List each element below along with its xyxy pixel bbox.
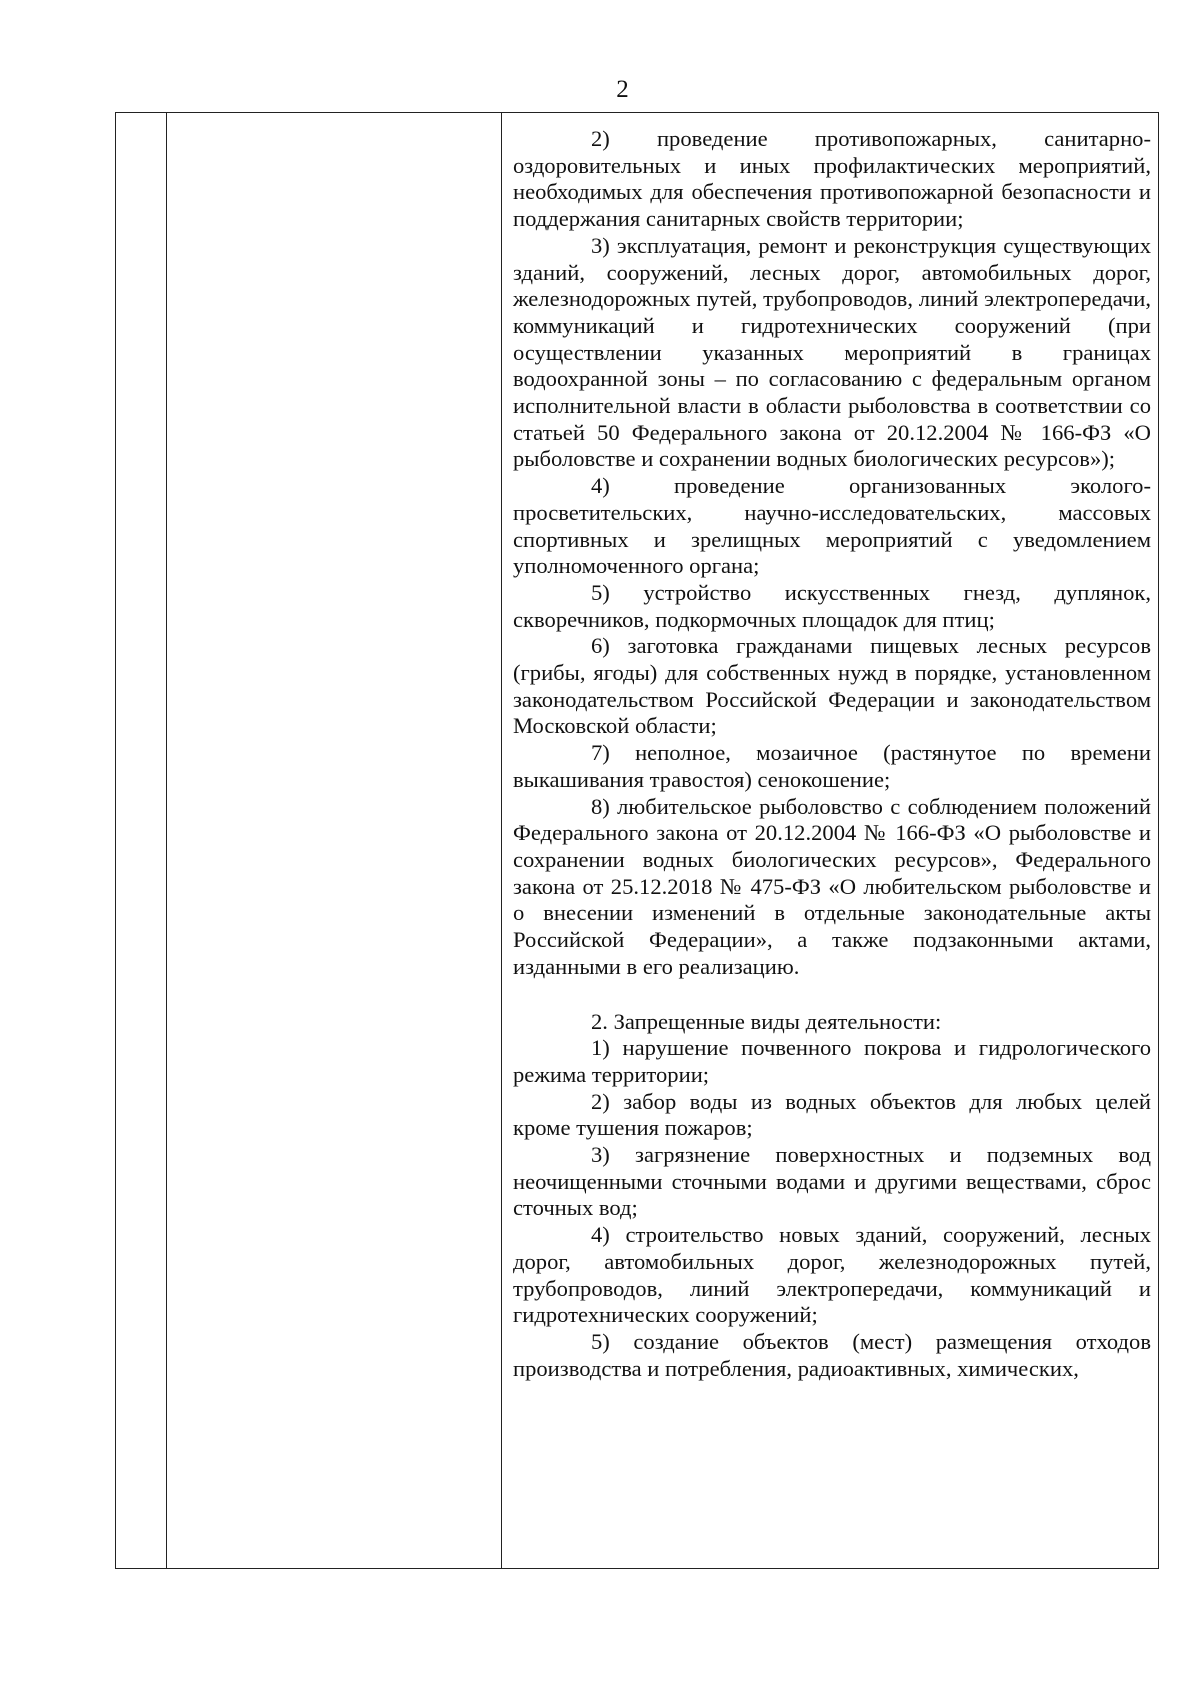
prohibited-item-5: 5) создание объектов (мест) размещения отходов производства и потребления, радиоактивных, химических, bbox=[513, 1328, 1151, 1381]
table-cell-content bbox=[513, 126, 1151, 1382]
page-number: 2 bbox=[616, 76, 629, 103]
prohibited-item-1: 1) нарушение почвенного покрова и гидрологического режима территории; bbox=[513, 1035, 1151, 1087]
column-divider bbox=[501, 113, 502, 1568]
allowed-item-3: 3) эксплуатация, ремонт и реконструкция существующих зданий, сооружений, лесных дорог, автомобильных дорог, железнодорожных путей, трубопроводов, линий электропередачи, коммуникаций и гидротехнических сооружений (при осуществлении указанных мероприятий в границах водоохранной зоны – по согласованию с федеральным органом исполнительной власти в области рыболовства в соответствии со статьей 50 Федерального закона от 20.12.2004 № 166-ФЗ «О рыболовстве и сохранении водных биологических ресурсов»); bbox=[513, 232, 1151, 472]
allowed-item-8: 8) любительское рыболовство с соблюдением положений Федерального закона от 20.12.2004 № 166-ФЗ «О рыболовстве и сохранении водных биологических ресурсов», Федерального закона от 25.12.2018 № 475-ФЗ «О любительском рыболовстве и о внесении изменений в отдельные законодательные акты Российской Федерации», а также подзаконными актами, изданными в его реализацию. bbox=[513, 793, 1151, 979]
allowed-item-7: 7) неполное, мозаичное (растянутое по времени выкашивания травостоя) сенокошение; bbox=[513, 740, 1151, 792]
prohibited-heading: 2. Запрещенные виды деятельности: bbox=[591, 1008, 942, 1034]
column-divider bbox=[166, 113, 167, 1568]
allowed-item-2: 2) проведение противопожарных, санитарно-оздоровительных и иных профилактических мероприятий, необходимых для обеспечения противопожарной безопасности и поддержания санитарных свойств территории; bbox=[513, 126, 1151, 232]
prohibited-item-2: 2) забор воды из водных объектов для любых целей кроме тушения пожаров; bbox=[513, 1088, 1151, 1141]
document-table bbox=[115, 112, 1159, 1569]
prohibited-item-3: 3) загрязнение поверхностных и подземных вод неочищенными сточными водами и другими веществами, сброс сточных вод; bbox=[513, 1142, 1151, 1221]
prohibited-item-4: 4) строительство новых зданий, сооружений, лесных дорог, автомобильных дорог, железнодорожных путей, трубопроводов, линий электропередачи, коммуникаций и гидротехнических сооружений; bbox=[513, 1222, 1151, 1328]
section-spacer bbox=[513, 981, 1151, 1009]
allowed-item-4: 4) проведение организованных эколого-просветительских, научно-исследовательских, массовых спортивных и зрелищных мероприятий с уведомлением уполномоченного органа; bbox=[513, 473, 1151, 579]
allowed-item-5: 5) устройство искусственных гнезд, дуплянок, скворечников, подкормочных площадок для птиц; bbox=[513, 579, 1151, 632]
allowed-item-6: 6) заготовка гражданами пищевых лесных ресурсов (грибы, ягоды) для собственных нужд в порядке, установленном законодательством Российской Федерации и законодательством Московской области; bbox=[513, 633, 1151, 739]
